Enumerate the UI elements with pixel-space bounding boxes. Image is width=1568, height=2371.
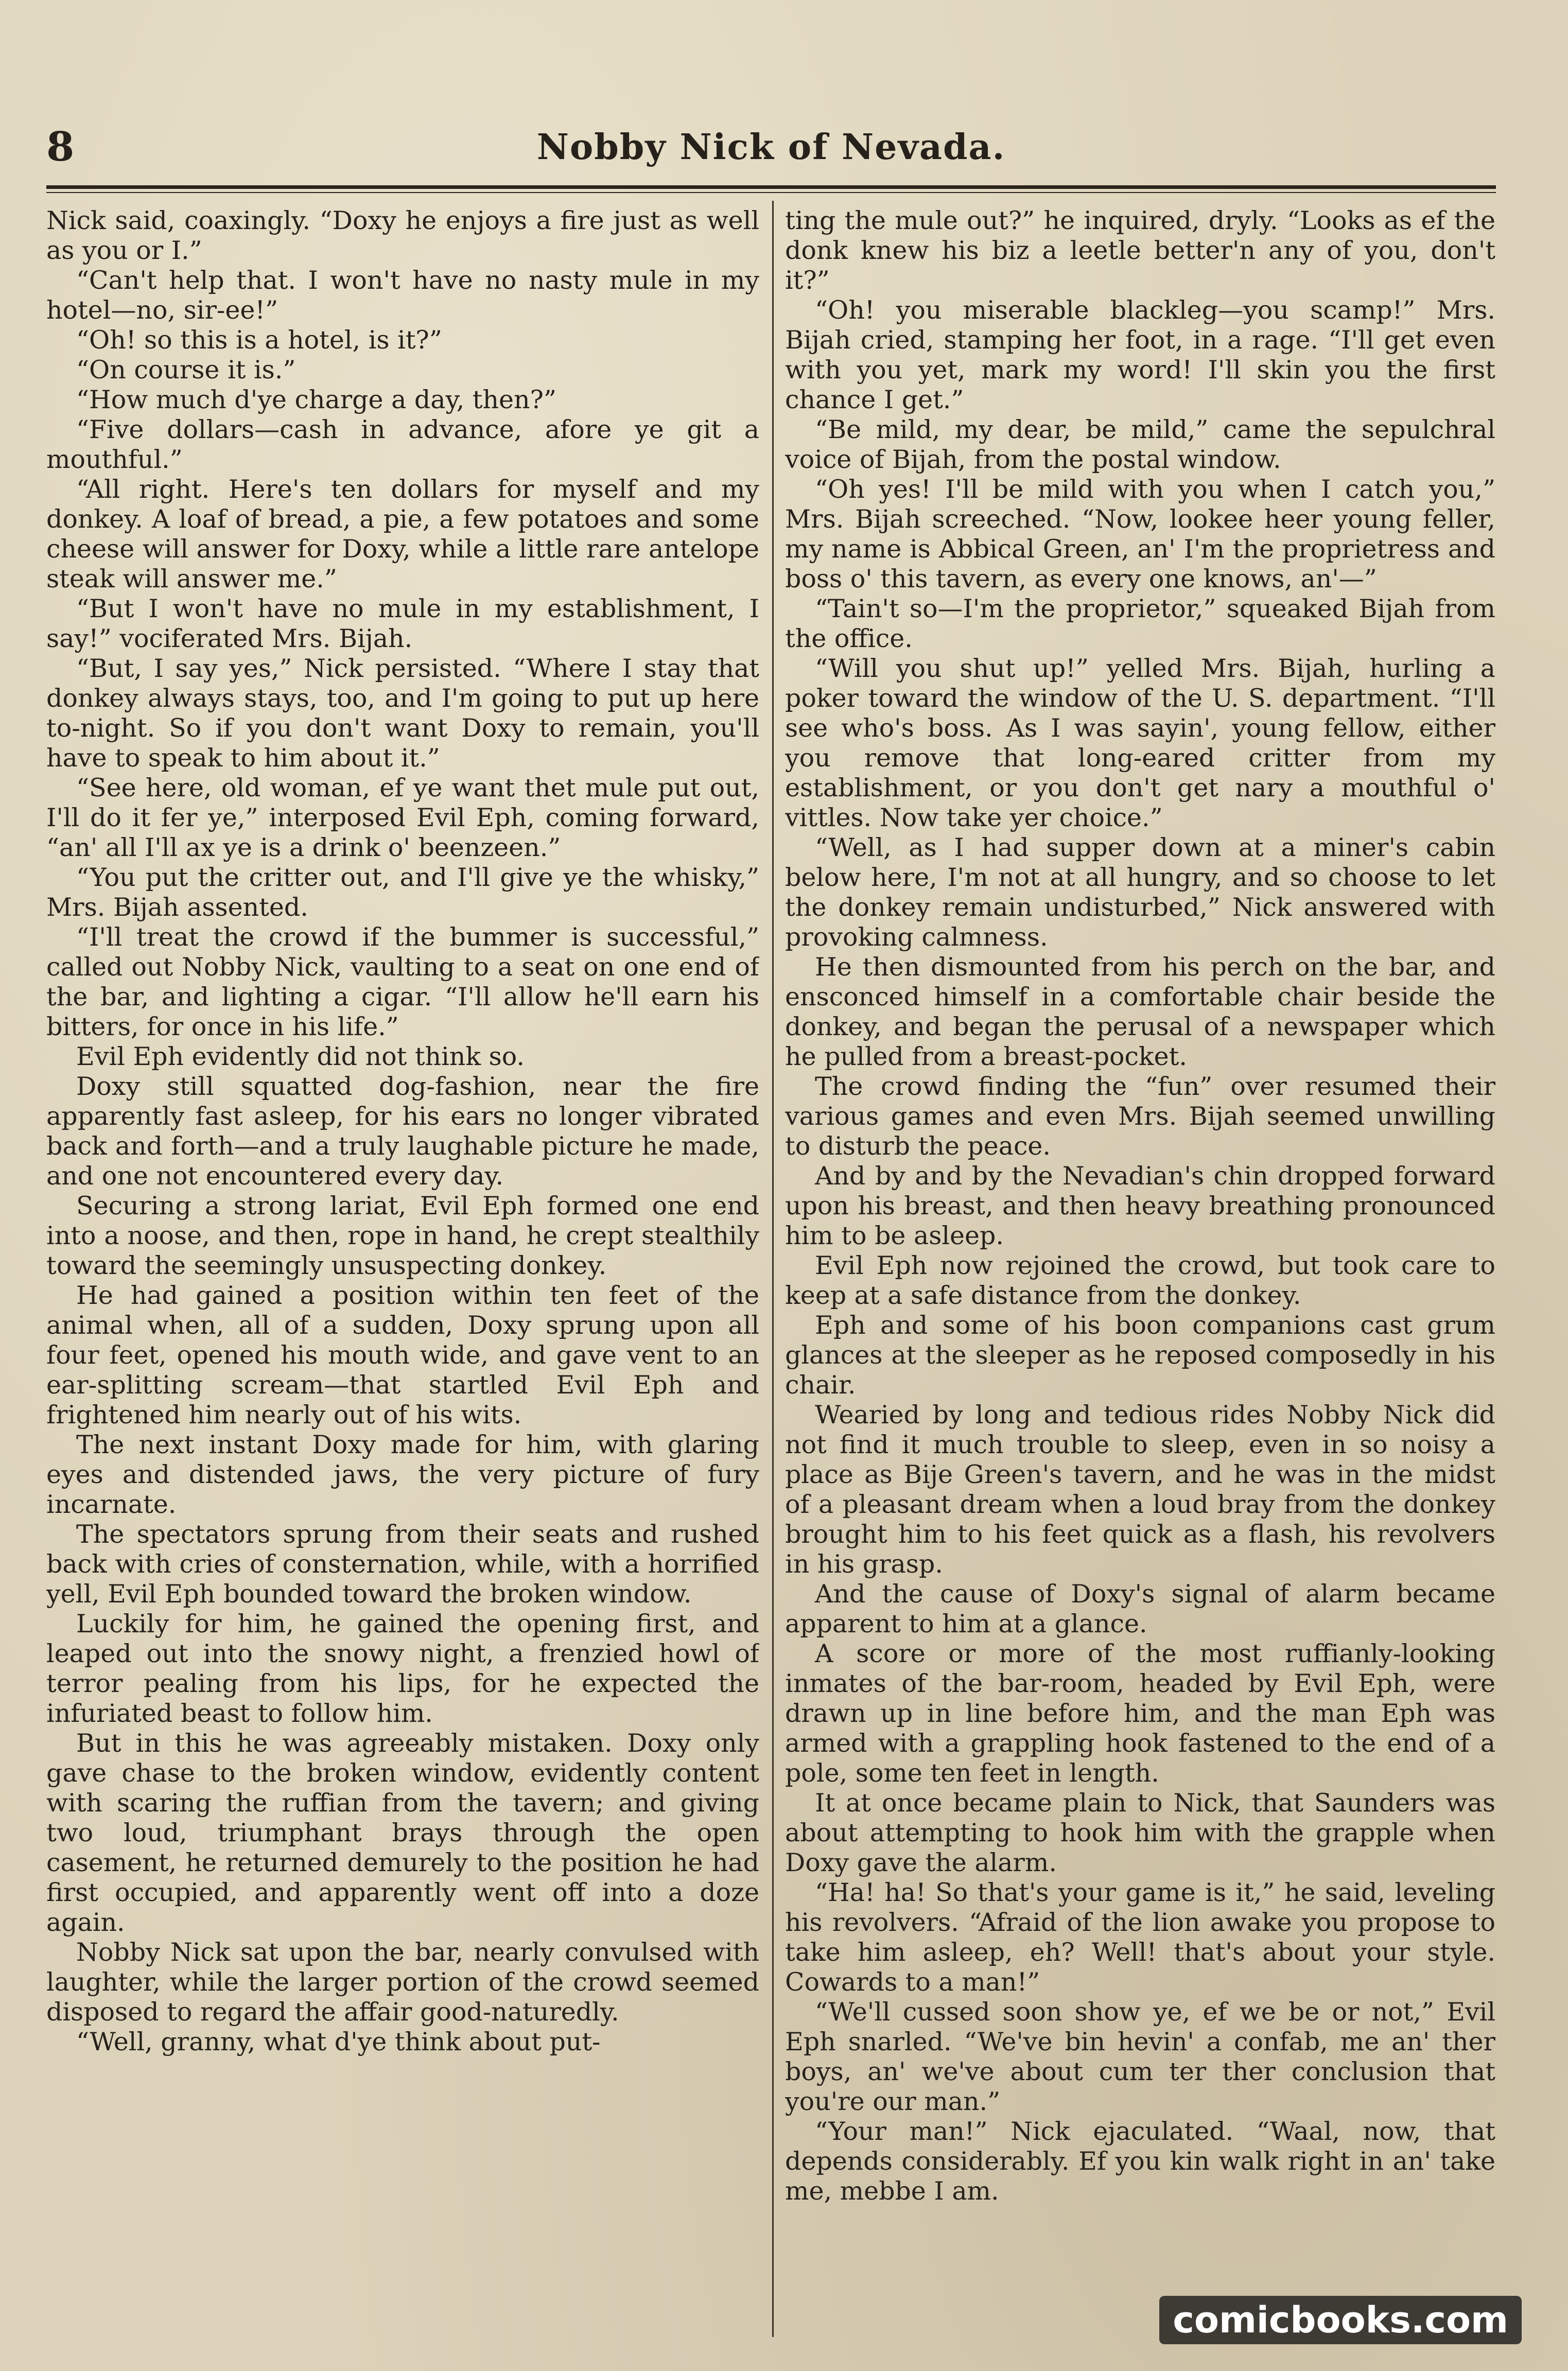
paragraph: Eph and some of his boon companions cast grum glances at the sleeper as he reposed composedly in his chair. [785, 1311, 1495, 1400]
paragraph: “Be mild, my dear, be mild,” came the sepulchral voice of Bijah, from the postal window. [785, 415, 1495, 474]
paragraph: Nobby Nick sat upon the bar, nearly convulsed with laughter, while the larger portion of the crowd seemed disposed to regard the affair good-naturedly. [46, 1938, 759, 2027]
page-number: 8 [46, 124, 75, 170]
paragraph: “All right. Here's ten dollars for myself and my donkey. A loaf of bread, a pie, a few potatoes and some cheese will answer for Doxy, while a little rare antelope steak will answer me.” [46, 475, 759, 594]
paragraph: A score or more of the most ruffianly-looking inmates of the bar-room, headed by Evil Eph, were drawn up in line before him, and the man Eph was armed with a grappling hook fastened to the end of a pole, some ten feet in length. [785, 1639, 1495, 1788]
paragraph: Evil Eph now rejoined the crowd, but took care to keep at a safe distance from the donkey. [785, 1251, 1495, 1310]
paragraph: Doxy still squatted dog-fashion, near the fire apparently fast asleep, for his ears no longer vibrated back and forth—and a truly laughable picture he made, and one not encountered every day. [46, 1072, 759, 1191]
paragraph: It at once became plain to Nick, that Saunders was about attempting to hook him with the grapple when Doxy gave the alarm. [785, 1788, 1495, 1877]
paragraph: “Your man!” Nick ejaculated. “Waal, now, that depends considerably. Ef you kin walk right in an' take me, mebbe I am. [785, 2117, 1495, 2206]
paragraph: “Oh! so this is a hotel, is it?” [76, 325, 442, 355]
paragraph: But in this he was agreeably mistaken. Doxy only gave chase to the broken window, evidently content with scaring the ruffian from the tavern; and giving two loud, triumphant brays through the open casement, he returned demurely to the position he had first occupied, and apparently went off into a doze again. [46, 1729, 759, 1937]
paragraph: “How much d'ye charge a day, then?” [76, 385, 556, 414]
column-divider [772, 201, 774, 2337]
paragraph: “Oh! you miserable blackleg—you scamp!” Mrs. Bijah cried, stamping her foot, in a rage. “I'll get even with you yet, mark my word! I'll skin you the first chance I get.” [785, 295, 1495, 414]
left-column [46, 206, 759, 2337]
paragraph: “You put the critter out, and I'll give ye the whisky,” Mrs. Bijah assented. [46, 863, 759, 922]
paragraph: Luckily for him, he gained the opening first, and leaped out into the snowy night, a frenzied howl of terror pealing from his lips, for he expected the infuriated beast to follow him. [46, 1609, 759, 1728]
header-rule [46, 185, 1496, 193]
paragraph: The spectators sprung from their seats and rushed back with cries of consternation, while, with a horrified yell, Evil Eph bounded toward the broken window. [46, 1520, 759, 1609]
paragraph: “See here, old woman, ef ye want thet mule put out, I'll do it fer ye,” interposed Evil Eph, coming forward, “an' all I'll ax ye is a drink o' beenzeen.” [46, 773, 759, 862]
paragraph: ting the mule out?” he inquired, dryly. “Looks as ef the donk knew his biz a leetle better'n any of you, don't it?” [785, 206, 1495, 295]
paragraph: “Well, as I had supper down at a miner's cabin below here, I'm not at all hungry, and so choose to let the donkey remain undisturbed,” Nick answered with provoking calmness. [785, 833, 1495, 952]
paragraph: “Well, granny, what d'ye think about put- [76, 2027, 601, 2056]
paragraph: “On course it is.” [76, 355, 296, 385]
paragraph: “We'll cussed soon show ye, ef we be or not,” Evil Eph snarled. “We've bin hevin' a confab, me an' ther boys, an' we've about cum ter ther conclusion that you're our man.” [785, 1997, 1495, 2116]
paragraph: Securing a strong lariat, Evil Eph formed one end into a noose, and then, rope in hand, he crept stealthily toward the seemingly unsuspecting donkey. [46, 1191, 759, 1280]
paragraph: “Tain't so—I'm the proprietor,” squeaked Bijah from the office. [785, 594, 1495, 653]
watermark-logo: comicbooks.com [1159, 2296, 1522, 2344]
paragraph: Evil Eph evidently did not think so. [76, 1042, 525, 1071]
page-header [46, 118, 1496, 175]
paragraph: And the cause of Doxy's signal of alarm became apparent to him at a glance. [785, 1579, 1495, 1638]
paragraph: And by and by the Nevadian's chin dropped forward upon his breast, and then heavy breathing pronounced him to be asleep. [785, 1161, 1495, 1250]
paragraph: “Can't help that. I won't have no nasty mule in my hotel—no, sir-ee!” [46, 266, 759, 325]
paragraph: He had gained a position within ten feet of the animal when, all of a sudden, Doxy sprung upon all four feet, opened his mouth wide, and gave vent to an ear-splitting scream—that startled Evil Eph and frightened him nearly out of his wits. [46, 1281, 759, 1429]
paragraph: “Oh yes! I'll be mild with you when I catch you,” Mrs. Bijah screeched. “Now, lookee heer young feller, my name is Abbical Green, an' I'm the proprietress and boss o' this tavern, as every one knows, an'—” [785, 475, 1495, 594]
paragraph: “Ha! ha! So that's your game is it,” he said, leveling his revolvers. “Afraid of the lion awake you propose to take him asleep, eh? Well! that's about your style. Cowards to a man!” [785, 1878, 1495, 1997]
paragraph: Wearied by long and tedious rides Nobby Nick did not find it much trouble to sleep, even in so noisy a place as Bije Green's tavern, and he was in the midst of a pleasant dream when a loud bray from the donkey brought him to his feet quick as a flash, his revolvers in his grasp. [785, 1400, 1495, 1579]
paragraph: “Will you shut up!” yelled Mrs. Bijah, hurling a poker toward the window of the U. S. department. “I'll see who's boss. As I was sayin', young fellow, either you remove that long-eared critter from my establishment, or you don't get nary a mouthful o' vittles. Now take yer choice.” [785, 654, 1495, 832]
running-title: Nobby Nick of Nevada. [536, 127, 1006, 168]
paragraph: “But I won't have no mule in my establishment, I say!” vociferated Mrs. Bijah. [46, 594, 759, 653]
paragraph: He then dismounted from his perch on the bar, and ensconced himself in a comfortable chair beside the donkey, and began the perusal of a newspaper which he pulled from a breast-pocket. [785, 952, 1495, 1071]
paragraph: “I'll treat the crowd if the bummer is successful,” called out Nobby Nick, vaulting to a seat on one end of the bar, and lighting a cigar. “I'll allow he'll earn his bitters, for once in his life.” [46, 922, 759, 1041]
right-column [785, 206, 1495, 2337]
paragraph: The next instant Doxy made for him, with glaring eyes and distended jaws, the very picture of fury incarnate. [46, 1430, 759, 1519]
paragraph: “Five dollars—cash in advance, afore ye git a mouthful.” [46, 415, 759, 474]
paragraph: “But, I say yes,” Nick persisted. “Where I stay that donkey always stays, too, and I'm going to put up here to-night. So if you don't want Doxy to remain, you'll have to speak to him about it.” [46, 654, 759, 773]
paragraph: Nick said, coaxingly. “Doxy he enjoys a fire just as well as you or I.” [46, 206, 759, 265]
paragraph: The crowd finding the “fun” over resumed their various games and even Mrs. Bijah seemed unwilling to disturb the peace. [785, 1072, 1495, 1161]
